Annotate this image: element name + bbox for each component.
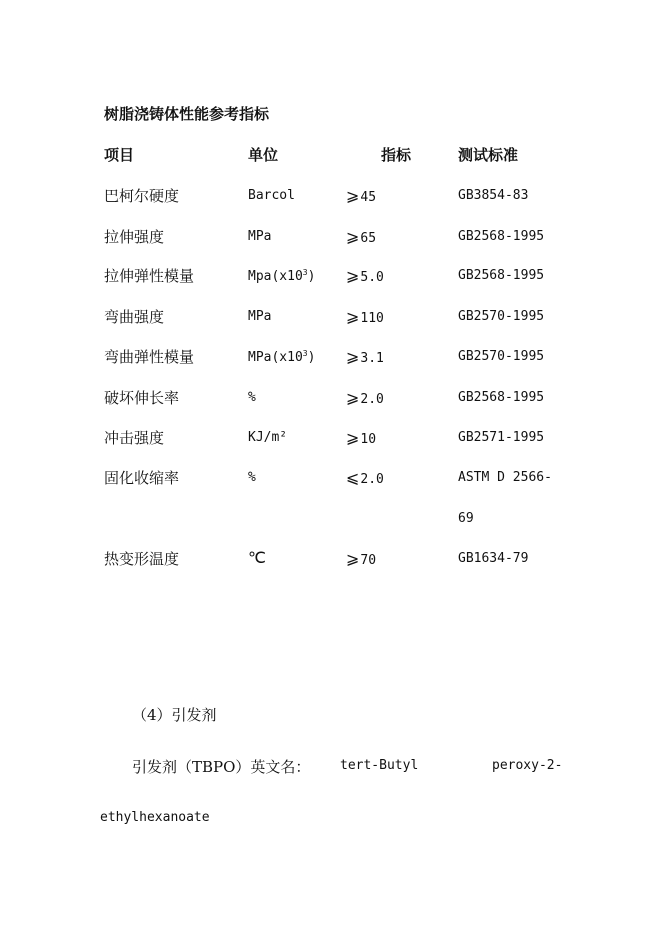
initiator-name-part2: peroxy-2- [492,758,563,773]
row-standard: GB2568-1995 [458,268,545,283]
initiator-name-part3: ethylhexanoate [100,810,210,825]
value-number: 2.0 [360,472,384,487]
comparison-sign: ⩾ [346,347,360,366]
comparison-sign: ⩾ [346,266,360,285]
value-number: 2.0 [360,392,384,407]
row-value [346,347,384,366]
row-name: 弯曲弹性模量 [104,348,195,366]
row-unit: MPa [248,229,272,244]
table-row [0,265,662,285]
value-number: 45 [360,190,377,205]
row-name: 巴柯尔硬度 [104,187,180,205]
table-row [0,427,662,447]
row-value [346,266,384,285]
unit-close: ) [307,350,316,365]
initiator-name-part1: tert-Butyl [340,758,419,773]
row-value [346,307,384,326]
comparison-sign: ⩾ [346,307,360,326]
comparison-sign: ⩾ [346,549,360,568]
row-value [346,549,376,568]
row-unit: MPa [248,309,272,324]
value-number: 3.1 [360,351,384,366]
row-value [346,227,376,246]
row-unit: % [248,390,256,405]
table-row [0,306,662,326]
table-row [0,467,662,526]
row-standard: GB1634-79 [458,551,529,566]
header-value: 指标 [381,146,412,164]
table-row [0,226,662,246]
row-unit: % [248,470,256,485]
table-title: 树脂浇铸体性能参考指标 [104,105,270,123]
section-heading: （4）引发剂 [132,706,217,724]
value-number: 65 [360,231,377,246]
table-row [0,387,662,407]
initiator-label: 引发剂（TBPO）英文名： [132,758,311,776]
header-unit: 单位 [248,146,279,164]
comparison-sign: ⩾ [346,388,360,407]
table-row [0,346,662,366]
header-item: 项目 [104,146,135,164]
unit-exponent: 3 [302,268,308,277]
value-number: 10 [360,432,377,447]
comparison-sign: ⩾ [346,428,360,447]
row-standard: GB3854-83 [458,188,529,203]
value-number: 110 [360,311,384,326]
row-name: 固化收缩率 [104,469,180,487]
row-name: 热变形温度 [104,550,180,568]
row-standard: GB2571-1995 [458,430,545,445]
comparison-sign: ⩾ [346,227,360,246]
row-unit: Barcol [248,188,295,203]
value-number: 5.0 [360,270,384,285]
row-name: 破坏伸长率 [104,389,180,407]
unit-close: ) [307,269,316,284]
table-row [0,548,662,568]
row-unit [248,349,315,365]
row-value [346,388,384,407]
row-standard: GB2568-1995 [458,229,545,244]
table-row [0,185,662,205]
row-standard-continued: 69 [458,511,474,526]
row-unit [248,268,315,284]
row-name: 拉伸强度 [104,228,165,246]
comparison-sign: ⩽ [346,468,360,487]
row-name: 拉伸弹性模量 [104,267,195,285]
comparison-sign: ⩾ [346,186,360,205]
row-unit: ℃ [248,548,266,567]
row-name: 弯曲强度 [104,308,165,326]
unit-base: MPa(x10 [248,350,303,365]
row-value [346,186,376,205]
row-standard: GB2568-1995 [458,390,545,405]
row-unit: KJ/m² [248,430,288,445]
value-number: 70 [360,553,377,568]
row-standard: GB2570-1995 [458,309,545,324]
row-standard: ASTM D 2566- [458,470,552,485]
unit-base: Mpa(x10 [248,269,303,284]
row-standard: GB2570-1995 [458,349,545,364]
unit-exponent: 3 [302,349,308,358]
row-name: 冲击强度 [104,429,165,447]
row-value [346,428,376,447]
row-value [346,468,384,487]
header-standard: 测试标准 [458,146,519,164]
